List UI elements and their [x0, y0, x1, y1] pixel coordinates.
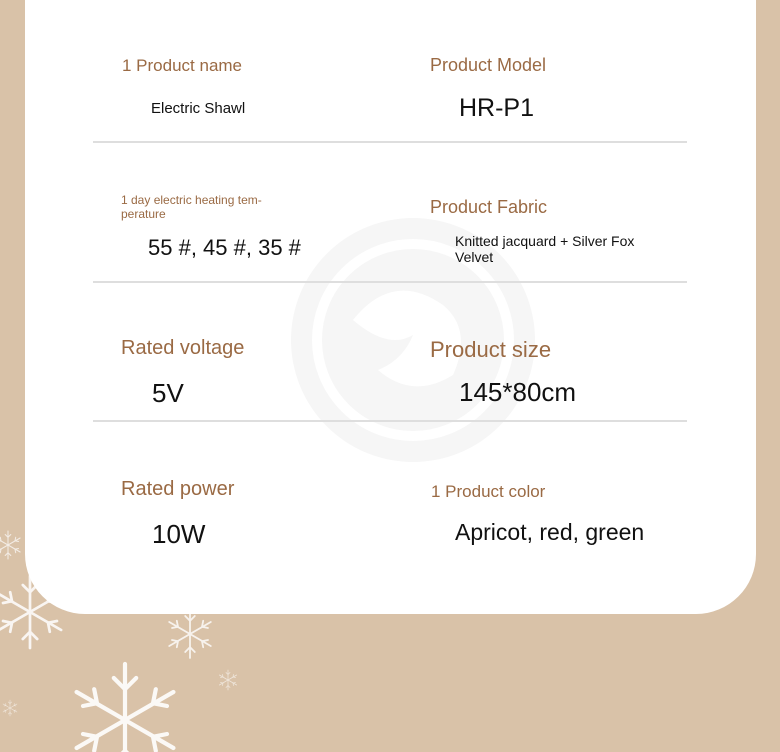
snowflake-icon: [219, 670, 236, 690]
row-divider: [93, 420, 687, 422]
product-fabric-value: Knitted jacquard + Silver Fox Velvet: [455, 233, 635, 265]
rated-voltage-label: Rated voltage: [121, 337, 245, 359]
product-name-value: Electric Shawl: [151, 100, 246, 117]
snowflake-icon: [0, 531, 20, 559]
row-divider: [93, 141, 687, 143]
rated-power-value: 10W: [152, 519, 206, 549]
rated-voltage-value: 5V: [152, 378, 184, 408]
product-size-label: Product size: [430, 337, 552, 362]
row-divider: [93, 281, 687, 283]
snowflake-icon: [169, 610, 211, 658]
product-model-value: HR-P1: [459, 94, 535, 122]
snowflake-icon: [3, 700, 17, 716]
heating-temp-value: 55 #, 45 #, 35 #: [148, 235, 301, 260]
product-model-label: Product Model: [430, 55, 547, 75]
product-color-value: Apricot, red, green: [455, 519, 645, 545]
heating-temp-label: 1 day electric heating tem- perature: [121, 193, 262, 221]
product-color-label: 1 Product color: [431, 482, 546, 501]
snowflake-icon: [77, 664, 174, 752]
spec-card: [25, 0, 756, 614]
product-name-label: 1 Product name: [122, 56, 243, 75]
product-fabric-label: Product Fabric: [430, 197, 548, 217]
product-size-value: 145*80cm: [459, 377, 577, 407]
rated-power-label: Rated power: [121, 478, 235, 500]
